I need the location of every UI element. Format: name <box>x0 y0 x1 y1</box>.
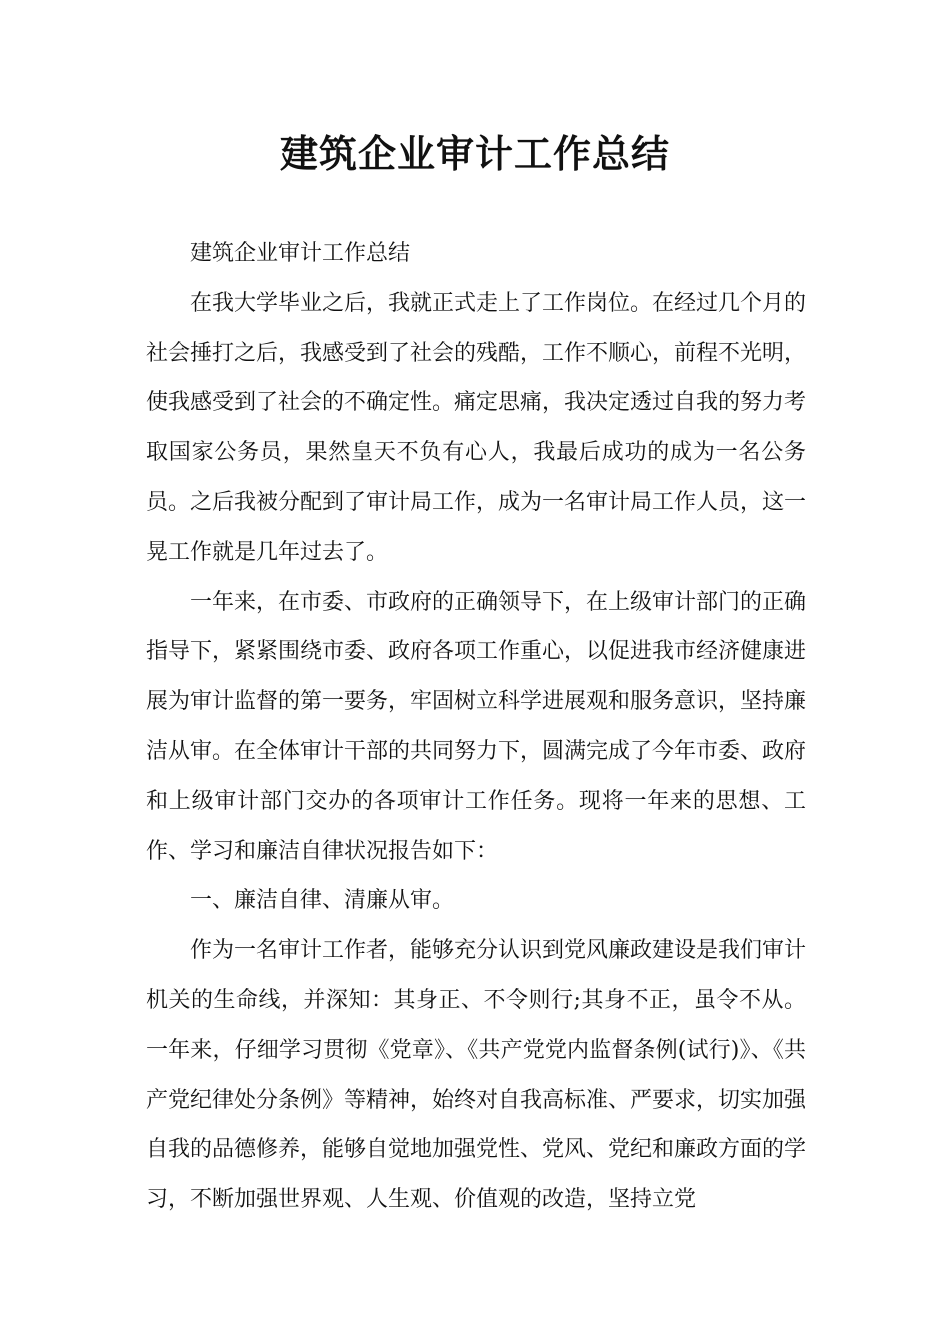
document-body <box>146 229 806 1225</box>
paragraph-summary: 一年来，在市委、市政府的正确领导下，在上级审计部门的正确指导下，紧紧围绕市委、政府各项工作重心，以促进我市经济健康进展为审计监督的第一要务，牢固树立科学进展观和服务意识，坚持廉洁从审。在全体审计干部的共同努力下，圆满完成了今年市委、政府和上级审计部门交办的各项审计工作任务。现将一年来的思想、工作、学习和廉洁自律状况报告如下： <box>146 589 807 864</box>
section-heading-1: 一、廉洁自律、清廉从审。 <box>190 888 455 914</box>
paragraph-integrity: 作为一名审计工作者，能够充分认识到党风廉政建设是我们审计机关的生命线，并深知：其身正、不令则行;其身不正，虽令不从。一年来，仔细学习贯彻《党章》、《共产党党内监督条例(试行)》、《共产党纪律处分条例》等精神，始终对自我高标准、严要求，切实加强自我的品德修养，能够自觉地加强党性、党风、党纪和廉政方面的学习，不断加强世界观、人生观、价值观的改造，坚持立党 <box>146 938 807 1213</box>
paragraph-intro: 在我大学毕业之后，我就正式走上了工作岗位。在经过几个月的社会捶打之后，我感受到了社会的残酷，工作不顺心，前程不光明，使我感受到了社会的不确定性。痛定思痛，我决定透过自我的努力考取国家公务员，果然皇天不负有心人，我最后成功的成为一名公务员。之后我被分配到了审计局工作，成为一名审计局工作人员，这一晃工作就是几年过去了。 <box>146 290 807 565</box>
paragraph-subtitle: 建筑企业审计工作总结 <box>190 241 411 266</box>
document-title: 建筑企业审计工作总结 <box>279 132 670 176</box>
